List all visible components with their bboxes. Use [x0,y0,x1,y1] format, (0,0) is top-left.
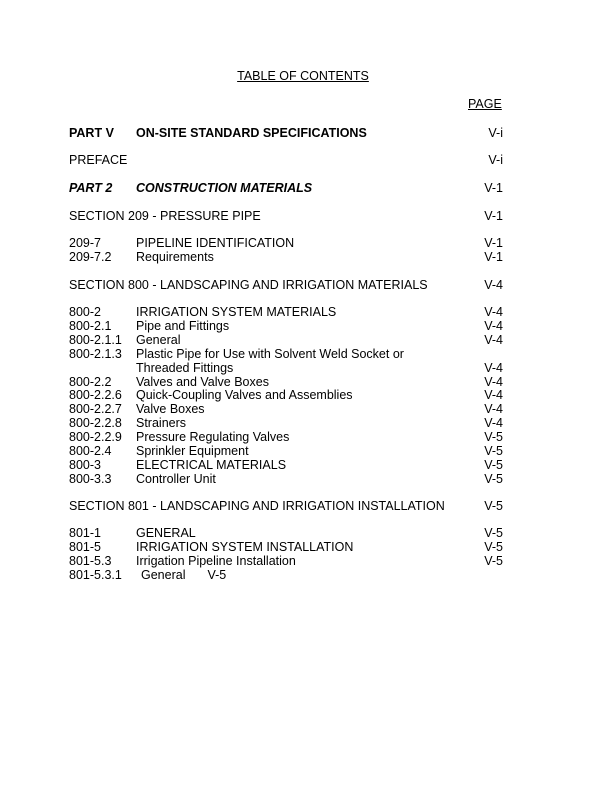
entry-title: Irrigation Pipeline Installation [136,554,296,568]
entry-number: 801-1 [69,526,101,540]
entry-number: 800-3 [69,457,101,472]
entry-page: V-4 [484,332,503,347]
entry-title: Strainers [136,416,187,431]
entry-page: V-5 [207,568,227,582]
entry-page: V-4 [484,416,503,431]
toc-entry[interactable] [69,402,503,416]
toc-entry[interactable] [69,416,503,430]
entry-title: CONSTRUCTION MATERIALS [136,181,313,195]
entry-number: 800-2.2.7 [69,402,122,417]
entry-number: PART 2 [69,181,113,195]
entry-title: Requirements [136,250,214,264]
entry-page: V-4 [484,388,503,403]
entry-page: V-5 [484,471,503,486]
toc-entry-part-v[interactable] [69,126,503,140]
entry-number: 800-2.1 [69,318,112,333]
entry-title: IRRIGATION SYSTEM MATERIALS [136,305,337,319]
page-title: TABLE OF CONTENTS [237,69,369,83]
toc-entry[interactable] [69,375,503,389]
entry-number: 801-5.3 [69,554,112,568]
toc-section-800[interactable] [69,278,503,292]
entry-number: 800-3.3 [69,471,112,486]
toc-entry[interactable] [69,333,503,347]
entry-title: IRRIGATION SYSTEM INSTALLATION [136,540,354,554]
toc-entry[interactable] [69,554,503,568]
entry-page: V-5 [484,499,503,513]
entry-page: V-4 [484,374,503,389]
entry-title: PREFACE [69,153,128,167]
entry-title: Plastic Pipe for Use with Solvent Weld Socket or [136,346,404,361]
entry-title: ELECTRICAL MATERIALS [136,457,287,472]
entry-title: Threaded Fittings [136,360,234,375]
toc-entry[interactable] [69,361,503,375]
toc-section-801[interactable] [69,499,503,513]
entry-page: V-1 [484,250,503,264]
entry-title: General [141,568,186,582]
entry-number: 800-2.2.8 [69,416,122,431]
toc-entry-part-2[interactable] [69,181,503,195]
entry-number: 800-2.2.6 [69,388,122,403]
entry-title: Controller Unit [136,471,216,486]
entry-page: V-4 [484,360,503,375]
toc-entry[interactable] [69,430,503,444]
entry-title: GENERAL [136,526,196,540]
entry-page: V-5 [484,526,503,540]
toc-entry[interactable] [69,305,503,319]
toc-entry-801-5-3-1[interactable] [69,568,503,582]
entry-title: SECTION 801 - LANDSCAPING AND IRRIGATION INSTALLATION [69,499,445,513]
toc-entry[interactable] [69,388,503,402]
page-column-header: PAGE [468,97,502,111]
entry-page: V-5 [484,554,503,568]
entry-page: V-5 [484,540,503,554]
entry-page: V-5 [484,430,503,445]
entry-page: V-1 [484,236,503,250]
entry-title: Pipe and Fittings [136,318,230,333]
entry-title: Valves and Valve Boxes [136,374,269,389]
entry-page: V-5 [484,457,503,472]
entry-number: 801-5.3.1 [69,568,122,582]
toc-entry[interactable] [69,319,503,333]
toc-entry[interactable] [69,540,503,554]
entry-number: 800-2.2 [69,374,112,389]
entry-title: Valve Boxes [136,402,205,417]
entry-number: 800-2 [69,305,101,319]
toc-entry[interactable] [69,347,503,361]
entry-page: V-i [488,153,503,167]
entry-number: 800-2.1.1 [69,332,122,347]
entry-number: 800-2.2.9 [69,430,122,445]
entry-title: SECTION 800 - LANDSCAPING AND IRRIGATION MATERIALS [69,278,428,292]
toc-entry[interactable] [69,458,503,472]
entry-page: V-4 [484,305,503,319]
entry-page: V-i [488,126,503,140]
entry-title: Pressure Regulating Valves [136,430,290,445]
toc-entry[interactable] [69,526,503,540]
entry-page: V-1 [484,181,503,195]
toc-entry[interactable] [69,236,503,250]
entry-title: Sprinkler Equipment [136,444,249,458]
entry-number: 800-2.4 [69,444,112,458]
toc-section-209[interactable] [69,209,503,223]
entry-title: Quick-Coupling Valves and Assemblies [136,388,353,403]
entry-page: V-4 [484,278,503,292]
entry-title: General [136,332,181,347]
entry-title: ON-SITE STANDARD SPECIFICATIONS [136,126,367,140]
entry-page: V-1 [484,209,503,223]
toc-entry-preface[interactable] [69,153,503,167]
toc-entry[interactable] [69,472,503,486]
entry-title: PIPELINE IDENTIFICATION [136,236,295,250]
entry-number: 209-7.2 [69,250,112,264]
entry-page: V-4 [484,402,503,417]
entry-number: 801-5 [69,540,101,554]
entry-title: SECTION 209 - PRESSURE PIPE [69,209,261,223]
toc-entry[interactable] [69,250,503,264]
entry-page: V-5 [484,444,503,458]
toc-entry[interactable] [69,444,503,458]
entry-number: 209-7 [69,236,101,250]
entry-number: PART V [69,126,114,140]
entry-page: V-4 [484,318,503,333]
entry-number: 800-2.1.3 [69,346,122,361]
